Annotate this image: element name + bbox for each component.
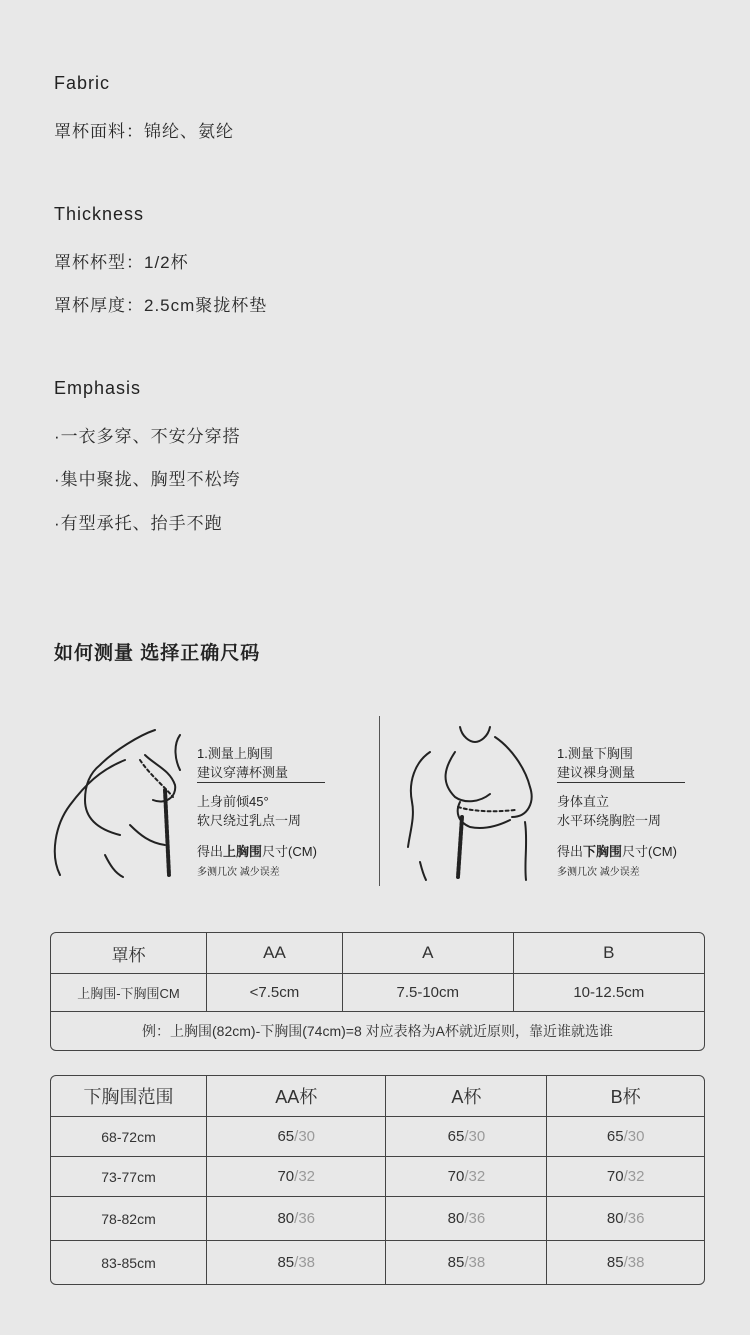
upper-result-suffix: 尺寸(CM) bbox=[262, 844, 317, 859]
size-value: 80 bbox=[277, 1210, 295, 1227]
size-alt: /32 bbox=[294, 1168, 316, 1185]
upper-bust-illustration bbox=[45, 725, 195, 880]
range-cell: 68-72cm bbox=[51, 1117, 207, 1157]
cup-table bbox=[50, 932, 705, 1051]
size-value: 70 bbox=[277, 1168, 295, 1185]
row-label: 上胸围-下胸围CM bbox=[51, 974, 207, 1012]
upper-result-bold: 上胸围 bbox=[223, 844, 263, 859]
cup-table-header bbox=[51, 933, 704, 974]
size-value: 70 bbox=[447, 1168, 465, 1185]
upper-line-2: 软尺绕过乳点一周 bbox=[197, 813, 302, 828]
lower-step: 1.测量下胸围 bbox=[557, 746, 633, 761]
table-cell: <7.5cm bbox=[207, 974, 343, 1012]
upper-bust-instructions bbox=[197, 744, 325, 880]
emphasis-item: ·一衣多穿、不安分穿搭 bbox=[54, 427, 241, 446]
size-cell bbox=[547, 1157, 704, 1197]
measure-heading: 如何测量 选择正确尺码 bbox=[54, 643, 261, 664]
size-cell bbox=[207, 1117, 386, 1157]
size-alt: /38 bbox=[294, 1254, 316, 1271]
size-alt: /38 bbox=[623, 1254, 645, 1271]
size-cell bbox=[207, 1197, 386, 1241]
size-alt: /36 bbox=[623, 1210, 645, 1227]
size-value: 85 bbox=[277, 1254, 295, 1271]
size-alt: /38 bbox=[464, 1254, 486, 1271]
size-cell bbox=[207, 1241, 386, 1284]
emphasis-item: ·有型承托、抬手不跑 bbox=[54, 514, 223, 533]
header-cell: AA杯 bbox=[207, 1076, 386, 1117]
range-cell: 78-82cm bbox=[51, 1197, 207, 1241]
lower-note: 多测几次 减少误差 bbox=[557, 867, 640, 878]
header-cell: B杯 bbox=[547, 1076, 704, 1117]
emphasis-title: Emphasis bbox=[54, 378, 142, 398]
size-alt: /32 bbox=[464, 1168, 486, 1185]
size-cell bbox=[547, 1241, 704, 1284]
table-row bbox=[51, 1157, 704, 1197]
header-cell: AA bbox=[207, 933, 343, 974]
emphasis-item: ·集中聚拢、胸型不松垮 bbox=[54, 470, 241, 489]
illustration-divider bbox=[379, 716, 380, 886]
size-value: 65 bbox=[447, 1128, 465, 1145]
fabric-line: 罩杯面料：锦纶、氨纶 bbox=[54, 122, 234, 141]
upper-line-1: 上身前倾45° bbox=[197, 794, 269, 809]
example-row bbox=[51, 1012, 704, 1050]
size-value: 85 bbox=[606, 1254, 624, 1271]
thickness-title: Thickness bbox=[54, 204, 145, 224]
size-cell bbox=[547, 1197, 704, 1241]
size-table bbox=[50, 1075, 705, 1285]
lower-sub: 建议裸身测量 bbox=[557, 763, 685, 783]
size-value: 65 bbox=[277, 1128, 295, 1145]
size-alt: /32 bbox=[623, 1168, 645, 1185]
size-alt: /30 bbox=[623, 1128, 645, 1145]
lower-bust-illustration bbox=[400, 722, 550, 882]
header-cell: A bbox=[343, 933, 514, 974]
table-row bbox=[51, 1197, 704, 1241]
lower-line-2: 水平环绕胸腔一周 bbox=[557, 813, 662, 828]
lower-result-prefix: 得出 bbox=[557, 844, 584, 859]
fabric-title: Fabric bbox=[54, 73, 111, 93]
upper-note: 多测几次 减少误差 bbox=[197, 867, 280, 878]
header-cell: 罩杯 bbox=[51, 933, 207, 974]
size-cell bbox=[547, 1117, 704, 1157]
range-cell: 83-85cm bbox=[51, 1241, 207, 1284]
size-value: 70 bbox=[606, 1168, 624, 1185]
lower-line-1: 身体直立 bbox=[557, 794, 610, 809]
thickness-line-2: 罩杯厚度：2.5cm聚拢杯垫 bbox=[54, 296, 268, 315]
size-alt: /36 bbox=[294, 1210, 316, 1227]
size-alt: /30 bbox=[464, 1128, 486, 1145]
size-value: 80 bbox=[606, 1210, 624, 1227]
size-value: 80 bbox=[447, 1210, 465, 1227]
size-alt: /30 bbox=[294, 1128, 316, 1145]
table-row bbox=[51, 1241, 704, 1284]
upper-sub: 建议穿薄杯测量 bbox=[197, 763, 325, 783]
header-cell: 下胸围范围 bbox=[51, 1076, 207, 1117]
size-cell bbox=[207, 1157, 386, 1197]
lower-result-suffix: 尺寸(CM) bbox=[622, 844, 677, 859]
thickness-line-1: 罩杯杯型：1/2杯 bbox=[54, 253, 189, 272]
example-text: 例：上胸围(82cm)-下胸围(74cm)=8 对应表格为A杯就近原则，靠近谁就选谁 bbox=[142, 1023, 613, 1039]
header-cell: A杯 bbox=[386, 1076, 547, 1117]
size-cell bbox=[386, 1197, 547, 1241]
size-cell bbox=[386, 1157, 547, 1197]
range-cell: 73-77cm bbox=[51, 1157, 207, 1197]
table-cell: 10-12.5cm bbox=[514, 974, 704, 1012]
table-row bbox=[51, 1117, 704, 1157]
size-alt: /36 bbox=[464, 1210, 486, 1227]
size-value: 65 bbox=[606, 1128, 624, 1145]
size-value: 85 bbox=[447, 1254, 465, 1271]
table-cell: 7.5-10cm bbox=[343, 974, 514, 1012]
table-row bbox=[51, 974, 704, 1012]
size-cell bbox=[386, 1117, 547, 1157]
size-table-header bbox=[51, 1076, 704, 1117]
size-cell bbox=[386, 1241, 547, 1284]
upper-result-prefix: 得出 bbox=[197, 844, 224, 859]
lower-bust-instructions bbox=[557, 744, 685, 880]
upper-step: 1.测量上胸围 bbox=[197, 746, 273, 761]
lower-result-bold: 下胸围 bbox=[583, 844, 623, 859]
header-cell: B bbox=[514, 933, 704, 974]
